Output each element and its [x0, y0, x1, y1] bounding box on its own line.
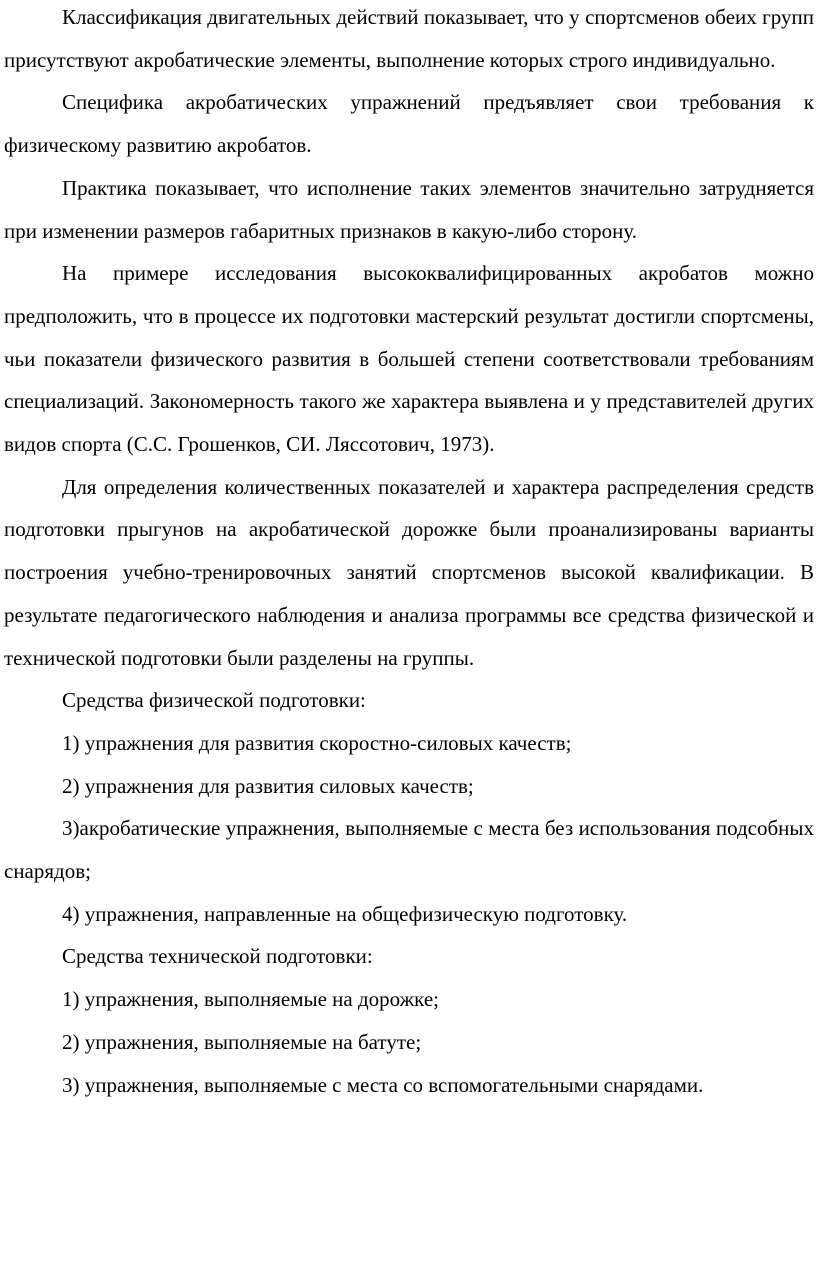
technical-training-heading: Средства технической подготовки:: [62, 944, 373, 969]
paragraph-specifics: Специфика акробатических упражнений предъявляет свои требования к физическому развитию акробатов.: [4, 90, 814, 158]
technical-training-item: 1) упражнения, выполняемые на дорожке;: [62, 987, 439, 1012]
physical-training-item: 4) упражнения, направленные на общефизическую подготовку.: [62, 901, 628, 926]
paragraph-research-example: На примере исследования высококвалифицированных акробатов можно предположить, что в процессе их подготовки мастерский результат достигли спортсмены, чьи показатели физического развития в большей степени соответствовали требованиям специализаций. Закономерность такого же характера выявлена и у представителей других видов спорта (С.С. Грошенков, СИ. Ляссотович, 1973).: [4, 261, 814, 457]
paragraph-classification: Классификация двигательных действий показывает, что у спортсменов обеих групп присутствуют акробатические элементы, выполнение которых строго индивидуально.: [4, 5, 814, 72]
paragraph-practice: Практика показывает, что исполнение таких элементов значительно затрудняется при изменении размеров габаритных признаков в какую-либо сторону.: [4, 175, 814, 243]
physical-training-heading: Средства физической подготовки:: [62, 688, 366, 713]
physical-training-item: 3)акробатические упражнения, выполняемые с места без использования подсобных снарядов;: [4, 816, 814, 884]
physical-training-item: 2) упражнения для развития силовых качеств;: [62, 773, 474, 798]
technical-training-item: 3) упражнения, выполняемые с места со вспомогательными снарядами.: [62, 1072, 704, 1097]
physical-training-item: 1) упражнения для развития скоростно-силовых качеств;: [62, 730, 572, 755]
paragraph-methods: Для определения количественных показателей и характера распределения средств подготовки прыгунов на акробатической дорожке были проанализированы варианты построения учебно-тренировочных занятий спортсменов высокой квалификации. В результате педагогического наблюдения и анализа программы все средства физической и технической подготовки были разделены на группы.: [4, 474, 814, 670]
technical-training-item: 2) упражнения, выполняемые на батуте;: [62, 1029, 422, 1054]
